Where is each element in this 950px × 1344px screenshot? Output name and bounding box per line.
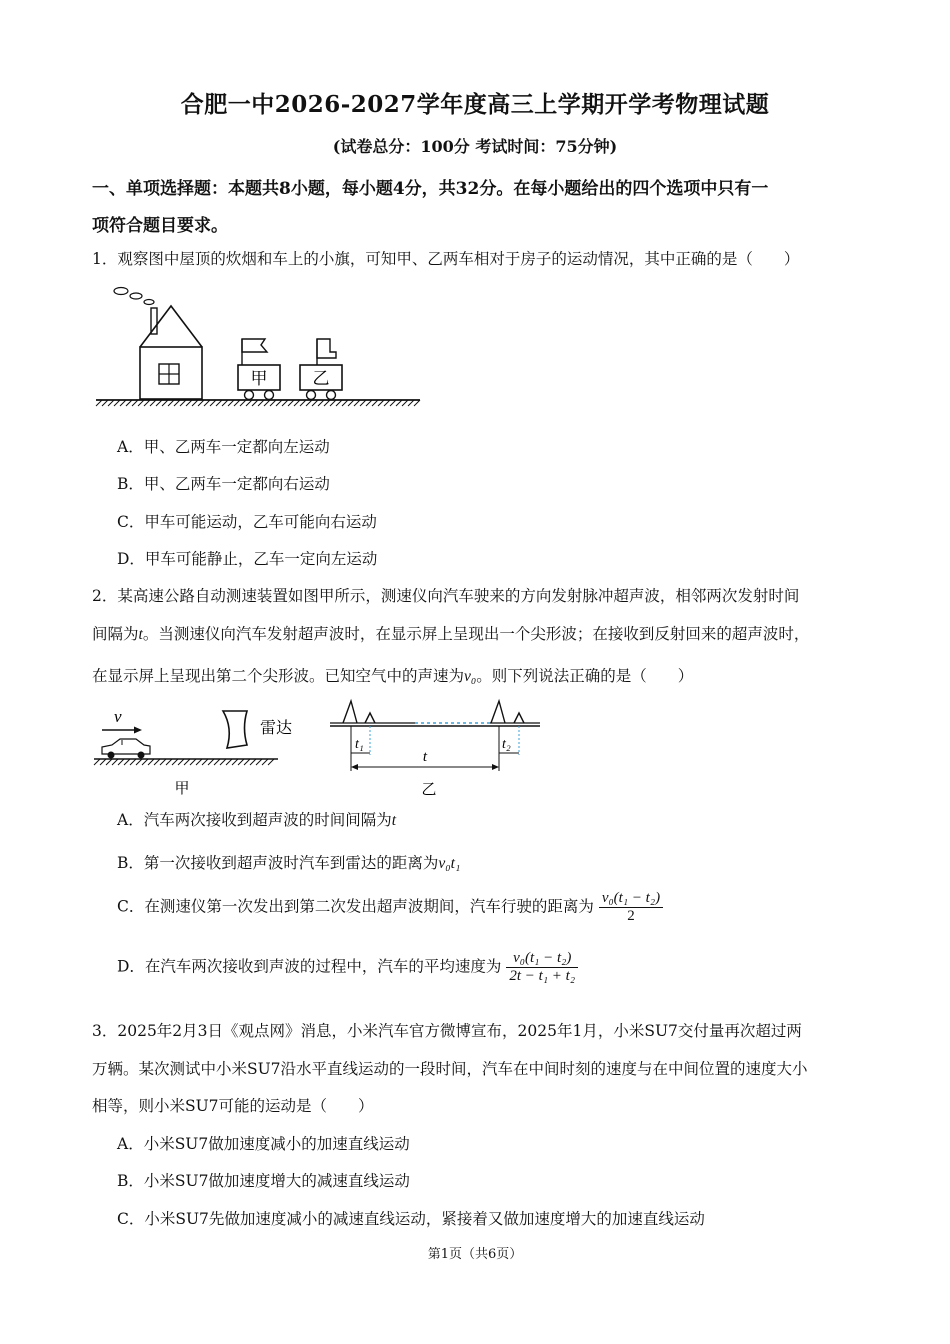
flag-icon	[317, 339, 336, 358]
car-icon	[102, 739, 150, 759]
q1-figure	[92, 282, 427, 412]
q3-option-c: C．小米SU7先做加速度减小的减速直线运动，紧接着又做加速度增大的加速直线运动	[117, 1210, 705, 1228]
fraction-denominator: 2t − t₁ + t₂	[509, 968, 576, 984]
smoke-puff	[144, 300, 154, 305]
option-text: B．第一次接收到超声波时汽车到雷达的距离为	[117, 854, 439, 872]
smoke-puff	[130, 293, 142, 299]
section-heading-line2: 项符合题目要求。	[92, 216, 228, 236]
page-footer: 第1页（共6页）	[427, 1247, 523, 1262]
velocity-label: v	[114, 707, 122, 726]
q3-stem-line1: 3．2025年2月3日《观点网》消息，小米汽车官方微博宣布，2025年1月，小米SU7交付量再次超过两	[92, 1022, 802, 1040]
fraction-numerator: v₀(t₁ − t₂)	[599, 890, 663, 908]
t2-label: t₂	[502, 737, 511, 752]
q2-stem-text: 在显示屏上呈现出第二个尖形波。已知空气中的声速为	[92, 667, 465, 685]
t1-label: t₁	[355, 737, 364, 752]
arrow-right-icon	[492, 764, 499, 770]
arrow-head-icon	[134, 727, 142, 734]
pulse-echo-1	[365, 713, 375, 723]
q2-stem-text: 。当测速仪向汽车发射超声波时，在显示屏上呈现出一个尖形波；在接收到反射回来的超声波时，	[142, 625, 810, 643]
q2-stem-line3	[92, 664, 693, 686]
exam-subtitle: (试卷总分：100分 考试时间：75分钟)	[332, 137, 618, 156]
q2-stem-text: 间隔为	[92, 625, 139, 643]
q2-option-a	[117, 808, 396, 830]
section-heading	[92, 171, 872, 245]
q2-option-d	[117, 950, 578, 985]
q1-option-d: D．甲车可能静止，乙车一定向左运动	[117, 550, 378, 568]
pulse-emit-1	[343, 701, 357, 723]
q1-option-c: C．甲车可能运动，乙车可能向右运动	[117, 513, 377, 531]
q2-option-c	[117, 890, 663, 925]
fraction-numerator: v₀(t₁ − t₂)	[506, 950, 578, 968]
q1-stem: 1．观察图中屋顶的炊烟和车上的小旗，可知甲、乙两车相对于房子的运动情况，其中正确的是（ ）	[92, 250, 800, 268]
q2-option-b	[117, 851, 460, 873]
fraction-denominator: 2	[627, 908, 635, 924]
option-d-fraction	[506, 950, 578, 985]
q2-stem-var-t: t	[138, 626, 143, 643]
option-expression: v₀t₁	[438, 855, 461, 872]
exam-title: 合肥一中2026-2027学年度高三上学期开学考物理试题	[180, 91, 770, 118]
car-yi-label: 乙	[312, 369, 330, 389]
q3-stem-line2: 万辆。某次测试中小米SU7沿水平直线运动的一段时间，汽车在中间时刻的速度与在中间位置的速度大小	[92, 1060, 808, 1078]
option-text: D．在汽车两次接收到声波的过程中，汽车的平均速度为	[117, 957, 502, 976]
arrow-left-icon	[351, 764, 358, 770]
q2-stem-var-v0: v₀	[464, 668, 477, 685]
section-heading-line1: 一、单项选择题：本题共8小题，每小题4分，共32分。在每小题给出的四个选项中只有一	[92, 179, 769, 199]
t-label: t	[422, 749, 428, 765]
option-expression: t	[391, 812, 397, 829]
radar-icon	[223, 711, 247, 748]
car-jia-label: 甲	[250, 369, 268, 389]
pulse-emit-2	[491, 701, 505, 723]
q2-figure-b	[325, 695, 550, 800]
road-hatching	[94, 759, 274, 765]
flag-icon	[242, 339, 267, 352]
option-text: A．汽车两次接收到超声波的时间间隔为	[117, 811, 392, 829]
option-text: C．在测速仪第一次发出到第二次发出超声波期间，汽车行驶的距离为	[117, 897, 594, 916]
pulse-echo-2	[514, 713, 524, 723]
q2-stem-line2	[92, 622, 809, 644]
figure-b-caption: 乙	[421, 780, 437, 798]
q2-stem-text: 。则下列说法正确的是（ ）	[476, 667, 694, 685]
q2-stem-line1: 2．某高速公路自动测速装置如图甲所示，测速仪向汽车驶来的方向发射脉冲超声波，相邻两次发射时间	[92, 587, 800, 605]
figure-a-caption: 甲	[174, 779, 190, 797]
radar-label: 雷达	[260, 718, 293, 737]
q3-option-b: B．小米SU7做加速度增大的减速直线运动	[117, 1172, 410, 1190]
q3-stem-line3: 相等，则小米SU7可能的运动是（ ）	[92, 1097, 374, 1115]
house	[140, 306, 202, 399]
q3-option-a: A．小米SU7做加速度减小的加速直线运动	[117, 1135, 410, 1153]
q2-figure-a	[92, 700, 307, 800]
option-c-fraction	[599, 890, 663, 925]
q1-option-b: B．甲、乙两车一定都向右运动	[117, 475, 330, 493]
q1-option-a: A．甲、乙两车一定都向左运动	[117, 438, 330, 456]
smoke-puff	[114, 288, 128, 295]
